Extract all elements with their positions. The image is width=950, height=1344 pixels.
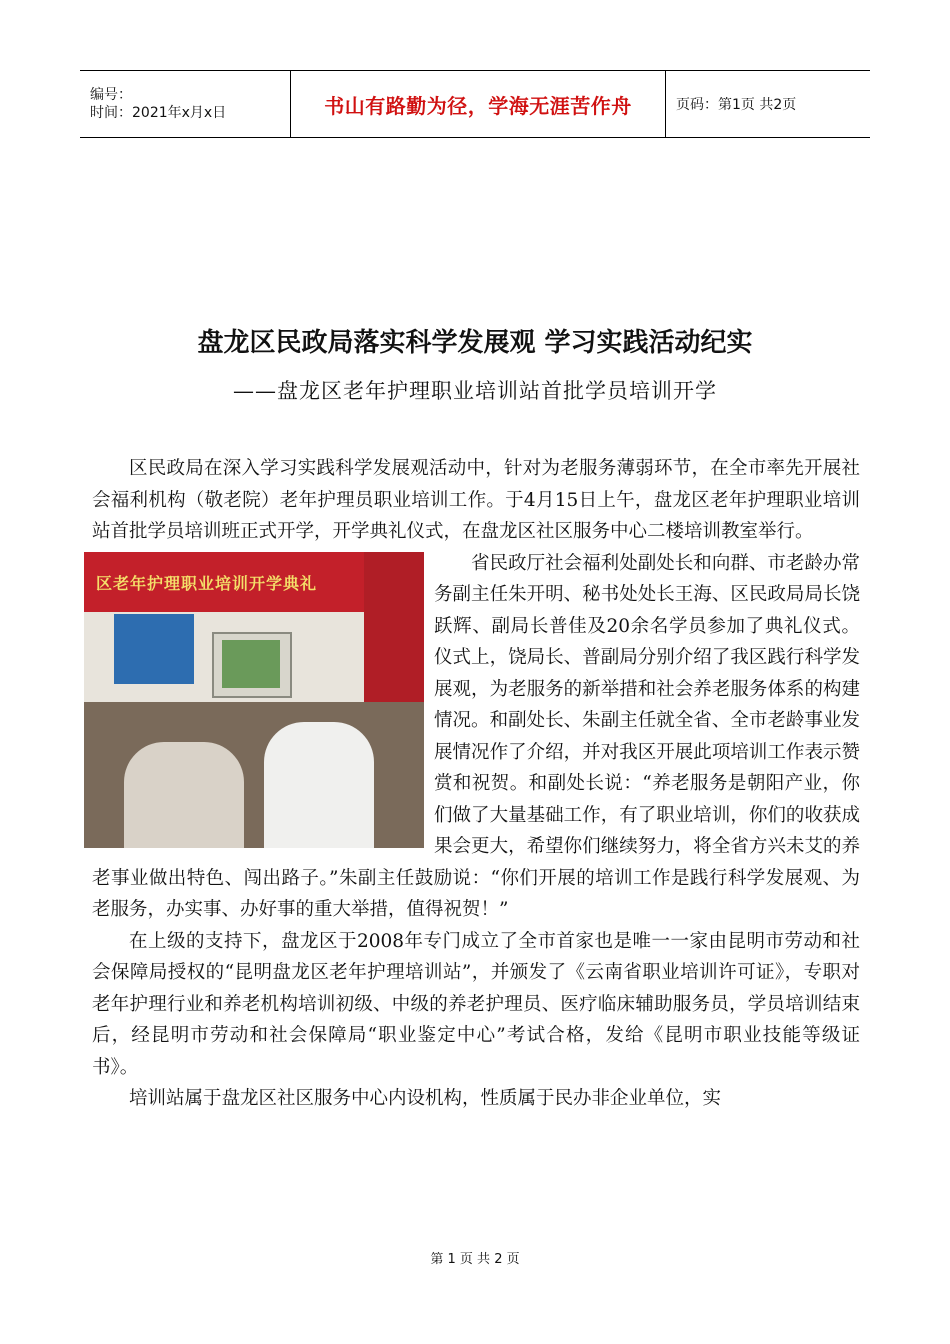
paragraph-1: 区民政局在深入学习实践科学发展观活动中，针对为老服务薄弱环节，在全市率先开展社会福利机构（敬老院）老年护理员职业培训工作。于4月15日上午，盘龙区老年护理职业培训站首批学员培训班正式开学，开学典礼仪式，在盘龙区社区服务中心二楼培训教室举行。	[92, 458, 860, 542]
header-meta	[80, 71, 290, 137]
motto: 书山有路勤为径，学海无涯苦作舟	[324, 93, 632, 118]
article-body	[92, 453, 860, 1115]
photo-display-board	[114, 614, 194, 684]
header-table	[80, 70, 870, 138]
photo-banner-text: 区老年护理职业培训开学典礼	[96, 573, 318, 593]
paragraph-4: 培训站属于盘龙区社区服务中心内设机构，性质属于民办非企业单位，实	[129, 1088, 722, 1109]
time-label: 时间：2021年x月x日	[90, 105, 227, 121]
photo-attendee-white	[264, 722, 374, 848]
ceremony-photo	[84, 552, 424, 848]
paragraph-2: 省民政厅社会福利处副处长和向群、市老龄办常务副主任朱开明、秘书处处长王海、区民政局局长饶跃辉、副局长普佳及20余名学员参加了典礼仪式。仪式上，饶局长、普副局分别介绍了我区践行科学发展观，为老服务的新举措和社会养老服务体系的构建情况。和副处长、朱副主任就全省、全市老龄事业发展情况作了介绍，并对我区开展此项培训工作表示赞赏和祝贺。和副处长说：“养老服务是朝阳产业，你们做了大量基础工作，有了职业培训，你们的收获成果会更大，希望你们继续努力，将全省方兴未艾的养老事业做出特色、闯出路子。”朱副主任鼓励说：“你们开展的培训工作是践行科学发展观、为老服务，办实事、办好事的重大举措，值得祝贺！”	[92, 552, 860, 920]
photo-projector-screen	[212, 632, 292, 698]
photo-attendee	[124, 742, 244, 848]
paragraph-3: 在上级的支持下，盘龙区于2008年专门成立了全市首家也是唯一一家由昆明市劳动和社会保障局授权的“昆明盘龙区老年护理培训站”，并颁发了《云南省职业培训许可证》，专职对老年护理行业和养老机构培训初级、中级的养老护理员、医疗临床辅助服务员，学员培训结束后，经昆明市劳动和社会保障局“职业鉴定中心”考试合格，发给《昆明市职业技能等级证书》。	[92, 930, 860, 1078]
header-motto-cell	[290, 71, 666, 137]
number-label: 编号：	[90, 87, 132, 103]
page-label: 页码：第1页 共2页	[676, 97, 797, 113]
header-page-cell	[666, 71, 870, 137]
document-title: 盘龙区民政局落实科学发展观 学习实践活动纪实	[197, 328, 753, 358]
document-subtitle: ——盘龙区老年护理职业培训站首批学员培训开学	[233, 379, 717, 403]
page-footer: 第 1 页 共 2 页	[430, 1252, 520, 1267]
